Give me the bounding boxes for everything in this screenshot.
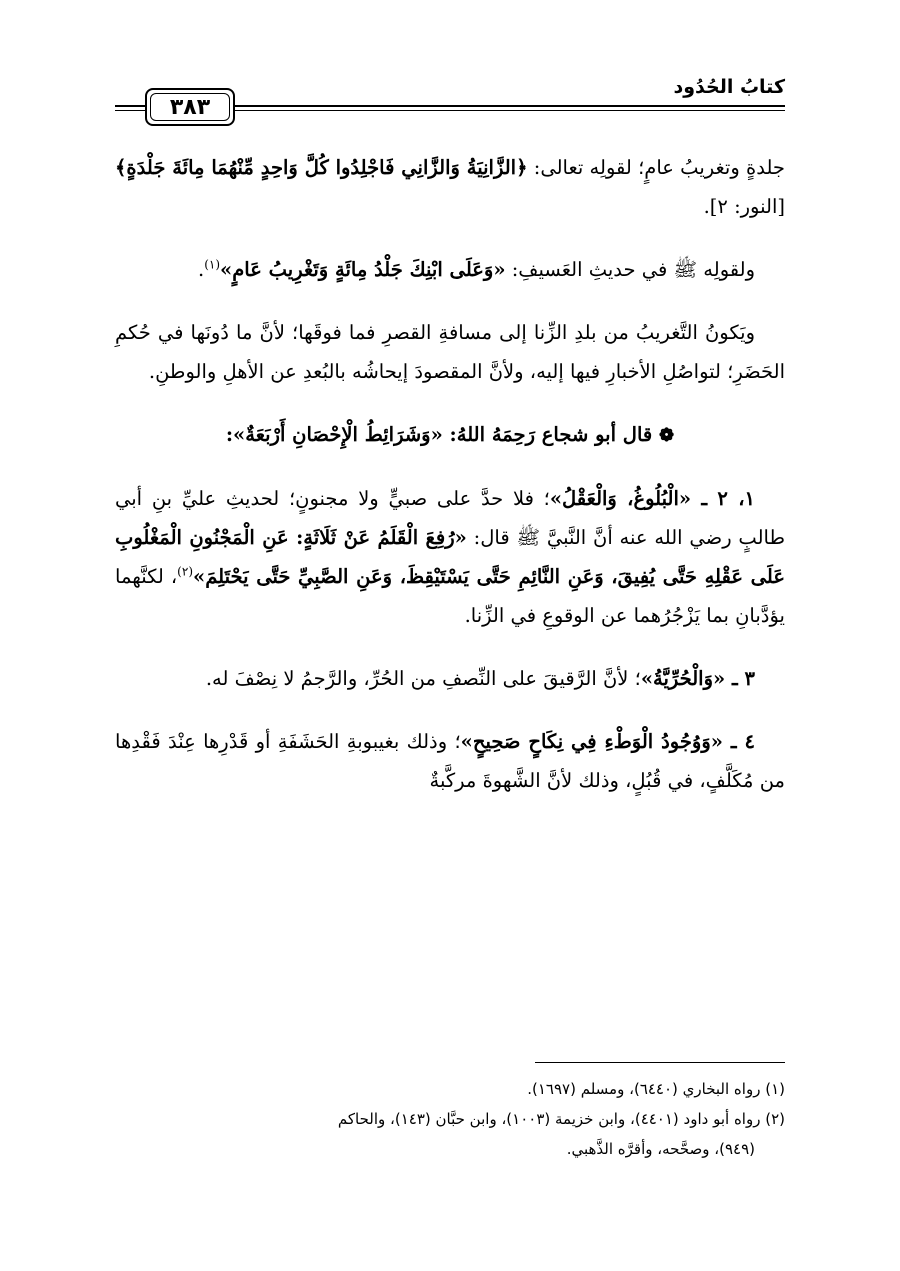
paragraph-text: ؛ فلا حدَّ على صبيٍّ ولا مجنونٍ؛ لحديثِ عليِّ بنِ أبي طالبٍ رضي الله عنه أنَّ النَّبيَّ ﷺ قال: [115, 487, 785, 549]
flower-ornament-icon: ❁ [659, 425, 675, 446]
footnote-marker: (٢) [177, 564, 193, 579]
paragraph-6 [115, 722, 785, 800]
paragraph-3: ويَكونُ التَّغريبُ من بلدِ الزِّنا إلى مسافةِ القصرِ فما فوقَها؛ لأنَّ ما دُونَها في حُكمِ الحَضَرِ؛ لتواصُلِ الأخبارِ فيها إليه، ولأنَّ المقصودَ إيحاشُه بالبُعدِ عن الأهلِ والوطنِ. [115, 321, 785, 383]
item-number: ١، ٢ ـ [691, 487, 755, 510]
paragraph-text: ؛ وذلك بغيبوبةِ الحَشَفَةِ أو قَدْرِها عِنْدَ فَقْدِها من مُكَلَّفٍ، في قُبُلٍ، وذلك لأنَّ الشَّهوةَ مركَّبةٌ [115, 730, 785, 792]
paragraph-4 [115, 479, 785, 635]
paragraph-text: جلدةٍ وتغريبُ عامٍ؛ لقولِه تعالى: [527, 156, 785, 179]
heading-text: قال أبو شجاع رَحِمَهُ اللهُ: «وَشَرَائِطُ الْإِحْصَانِ أَرْبَعَةٌ»: [225, 423, 660, 446]
footnote-marker: (١) [204, 257, 221, 272]
hadith-quote: «وَعَلَى ابْنِكَ جَلْدُ مِائَةٍ وَتَغْرِيبُ عَامٍ» [220, 258, 506, 281]
section-heading [115, 415, 785, 455]
matn-quote: «وَالْحُرِّيَّةُ» [640, 667, 726, 690]
paragraph-2 [115, 250, 785, 289]
page-number-frame [145, 88, 235, 126]
quran-verse: ﴿الزَّانِيَةُ وَالزَّانِي فَاجْلِدُوا كُلَّ وَاحِدٍ مِّنْهُمَا مِائَةَ جَلْدَةٍ﴾ [115, 156, 528, 179]
matn-quote: «وَوُجُودُ الْوَطْءِ فِي نِكَاحٍ صَحِيحٍ» [460, 730, 723, 753]
paragraph-text: ، لكنَّهما يؤدَّبانِ بما يَزْجُرُهما عن الوقوعِ في الزِّنا. [115, 565, 785, 627]
page-number: ٣٨٣ [169, 94, 211, 120]
paragraph-1 [115, 148, 785, 226]
paragraph-end: . [197, 258, 205, 281]
item-number: ٤ ـ [722, 730, 755, 753]
page-header [115, 70, 785, 120]
matn-quote: «الْبُلُوغُ، وَالْعَقْلُ» [549, 487, 692, 510]
footnote-1: (١) رواه البخاري (٦٤٤٠)، ومسلم (١٦٩٧). [527, 1080, 785, 1098]
footnote-2-continuation: (٩٤٩)، وصحَّحه، وأقرَّه الذَّهبي. [566, 1140, 755, 1158]
paragraph-text: ؛ لأنَّ الرَّقيقَ على النِّصفِ من الحُرِّ، والرَّجمُ لا نِصْفَ له. [205, 667, 641, 690]
footnotes [115, 1074, 785, 1164]
paragraph-5 [115, 659, 785, 698]
page-body [115, 148, 785, 824]
paragraph-text: ولقولِه ﷺ في حديثِ العَسيفِ: [505, 258, 755, 281]
footnote-separator [535, 1062, 785, 1063]
running-title: كتابُ الحُدُود [673, 76, 785, 98]
item-number: ٣ ـ [725, 667, 755, 690]
verse-reference: [النور: ٢]. [703, 195, 785, 218]
hadith-quote: «رُفِعَ الْقَلَمُ عَنْ ثَلَاثَةٍ: عَنِ الْمَجْنُونِ الْمَغْلُوبِ عَلَى عَقْلِهِ حَتَّى يُفِيقَ، وَعَنِ النَّائِمِ حَتَّى يَسْتَيْقِظَ، وَعَنِ الصَّبِيِّ حَتَّى يَحْتَلِمَ» [115, 526, 785, 588]
footnote-2: (٢) رواه أبو داود (٤٤٠١)، وابن خزيمة (١٠٠٣)، وابن حبَّان (١٤٣)، والحاكم [337, 1110, 785, 1128]
